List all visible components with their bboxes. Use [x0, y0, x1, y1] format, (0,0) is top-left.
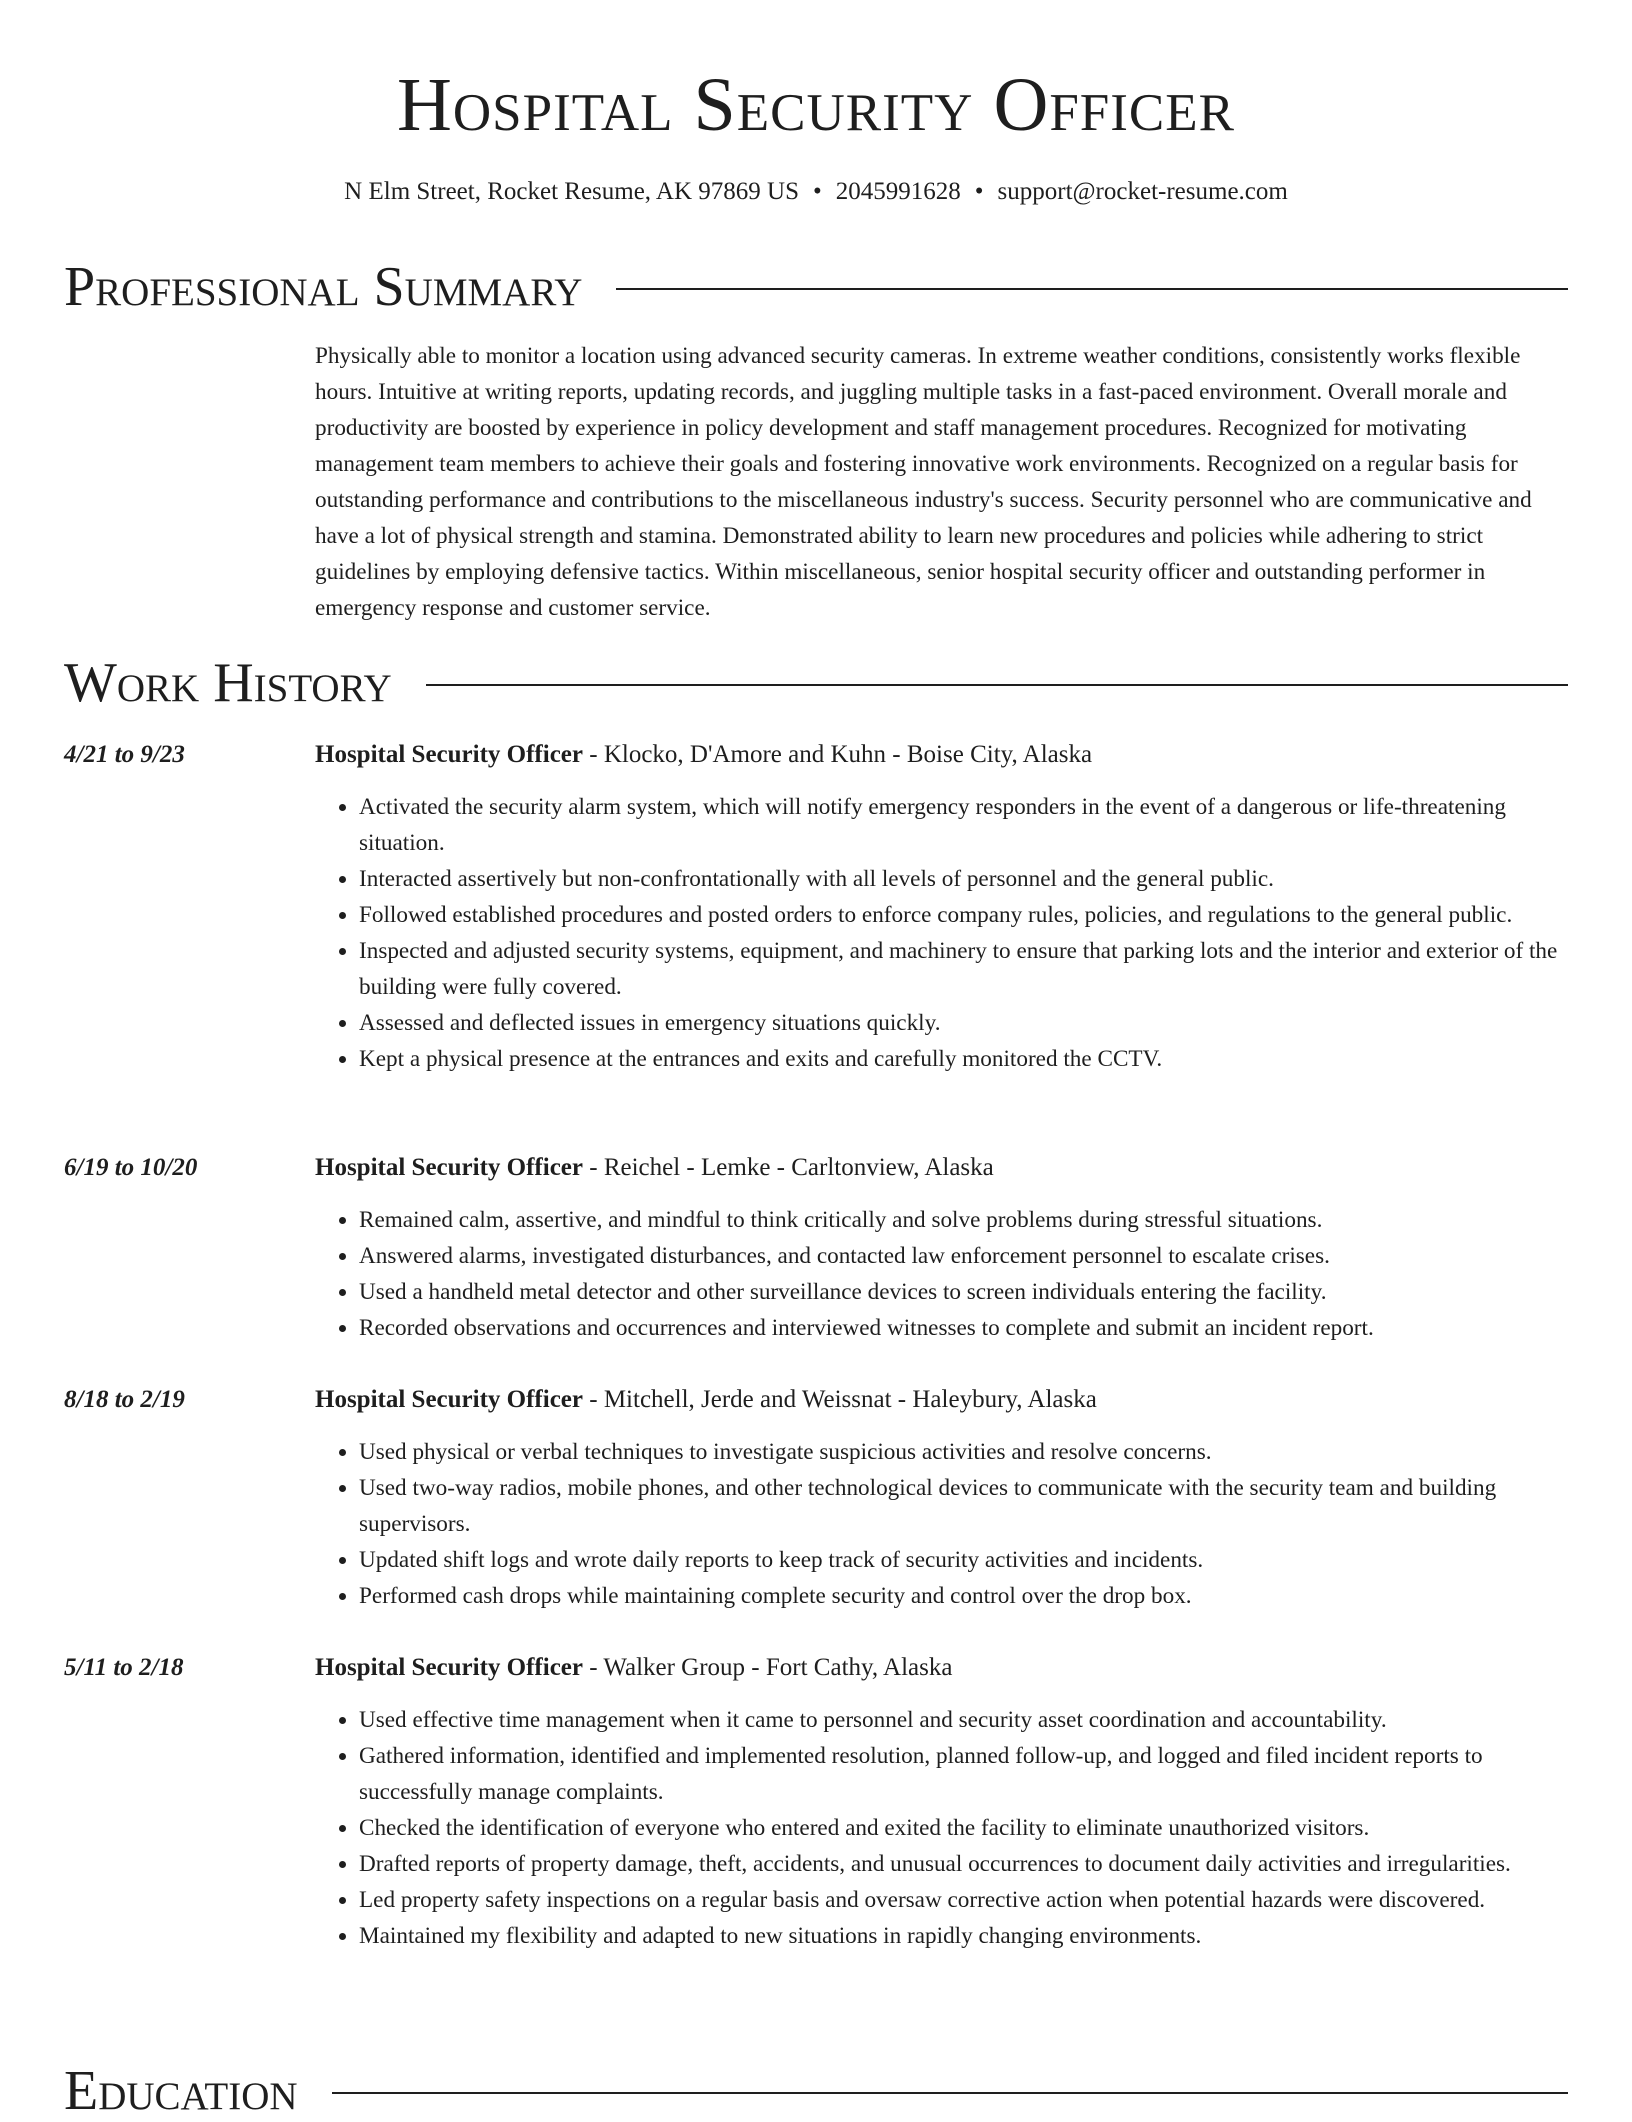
job-dates: 6/19 to 10/20 [64, 1154, 198, 1181]
section-work-title: Work History [64, 652, 392, 714]
job-title-line [315, 737, 1092, 773]
list-item: • Followed established procedures and posted orders to enforce company rules, policies, and regulations to the general public. [359, 897, 1568, 933]
job-role: Hospital Security Officer [315, 1386, 583, 1413]
job-bullets [315, 789, 1568, 1077]
list-item: • Assessed and deflected issues in emergency situations quickly. [359, 1005, 1568, 1041]
section-divider [616, 288, 1568, 290]
list-item: • Used physical or verbal techniques to investigate suspicious activities and resolve concerns. [359, 1434, 1568, 1470]
summary-text: Physically able to monitor a location using advanced security cameras. In extreme weather conditions, consistently works flexible hours. Intuitive at writing reports, updating records, and juggling multiple tasks in a fast-paced environment. Overall morale and productivity are boosted by experience in policy development and staff management procedures. Recognized for motivating management team members to achieve their goals and fostering innovative work environments. Recognized on a regular basis for outstanding performance and contributions to the miscellaneous industry's success. Security personnel who are communicative and have a lot of physical strength and stamina. Demonstrated ability to learn new procedures and policies while adhering to strict guidelines by employing defensive tactics. Within miscellaneous, senior hospital security officer and outstanding performer in emergency response and customer service. [315, 343, 1532, 621]
list-item: • Inspected and adjusted security systems, equipment, and machinery to ensure that parking lots and the interior and exterior of the building were fully covered. [359, 933, 1568, 1005]
job-dates: 8/18 to 2/19 [64, 1386, 185, 1413]
list-item: • Maintained my flexibility and adapted to new situations in rapidly changing environments. [359, 1918, 1568, 1954]
job-role: Hospital Security Officer [315, 1154, 583, 1181]
section-education-title: Education [64, 2060, 298, 2122]
section-divider [332, 2092, 1568, 2094]
list-item: • Interacted assertively but non-confrontationally with all levels of personnel and the general public. [359, 861, 1568, 897]
job-bullets [315, 1202, 1568, 1346]
contact-line [0, 176, 1632, 208]
list-item: • Performed cash drops while maintaining complete security and control over the drop box. [359, 1578, 1568, 1614]
list-item: • Led property safety inspections on a regular basis and oversaw corrective action when potential hazards were discovered. [359, 1882, 1568, 1918]
job-role: Hospital Security Officer [315, 1654, 583, 1681]
list-item: • Used effective time management when it came to personnel and security asset coordination and accountability. [359, 1702, 1568, 1738]
job-bullets [315, 1434, 1568, 1614]
section-education-header [64, 2060, 1568, 2122]
job-dates: 5/11 to 2/18 [64, 1654, 184, 1681]
contact-phone: 2045991628 [835, 178, 961, 205]
list-item: • Used two-way radios, mobile phones, and other technological devices to communicate with the security team and building supervisors. [359, 1470, 1568, 1542]
list-item: • Checked the identification of everyone who entered and exited the facility to eliminate unauthorized visitors. [359, 1810, 1568, 1846]
list-item: • Activated the security alarm system, which will notify emergency responders in the event of a dangerous or life-threatening situation. [359, 789, 1568, 861]
list-item: • Recorded observations and occurrences and interviewed witnesses to complete and submit an incident report. [359, 1310, 1568, 1346]
job-title-line [315, 1382, 1097, 1418]
section-summary-title: Professional Summary [64, 256, 583, 318]
job-dates: 4/21 to 9/23 [64, 741, 185, 768]
job-role: Hospital Security Officer [315, 741, 583, 768]
contact-address: N Elm Street, Rocket Resume, AK 97869 US [344, 178, 799, 205]
contact-separator: • [974, 178, 984, 205]
list-item: • Drafted reports of property damage, theft, accidents, and unusual occurrences to document daily activities and irregularities. [359, 1846, 1568, 1882]
job-details: - Walker Group - Fort Cathy, Alaska [583, 1654, 953, 1681]
list-item: • Used a handheld metal detector and other surveillance devices to screen individuals entering the facility. [359, 1274, 1568, 1310]
list-item: • Gathered information, identified and implemented resolution, planned follow-up, and logged and filed incident reports to successfully manage complaints. [359, 1738, 1568, 1810]
job-details: - Mitchell, Jerde and Weissnat - Haleybury, Alaska [583, 1386, 1097, 1413]
section-summary-header [64, 256, 1568, 318]
list-item: • Updated shift logs and wrote daily reports to keep track of security activities and incidents. [359, 1542, 1568, 1578]
list-item: • Kept a physical presence at the entrances and exits and carefully monitored the CCTV. [359, 1041, 1568, 1077]
contact-email: support@rocket-resume.com [997, 178, 1288, 205]
section-divider [426, 684, 1568, 686]
job-title-line [315, 1150, 994, 1186]
contact-separator: • [813, 178, 822, 205]
section-work-header [64, 652, 1568, 714]
list-item: • Remained calm, assertive, and mindful to think critically and solve problems during stressful situations. [359, 1202, 1568, 1238]
job-bullets [315, 1702, 1568, 1954]
job-details: - Reichel - Lemke - Carltonview, Alaska [583, 1154, 994, 1181]
job-details: - Klocko, D'Amore and Kuhn - Boise City, Alaska [583, 741, 1093, 768]
job-title-line [315, 1650, 952, 1686]
list-item: • Answered alarms, investigated disturbances, and contacted law enforcement personnel to escalate crises. [359, 1238, 1568, 1274]
resume-name: Hospital Security Officer [396, 63, 1236, 147]
